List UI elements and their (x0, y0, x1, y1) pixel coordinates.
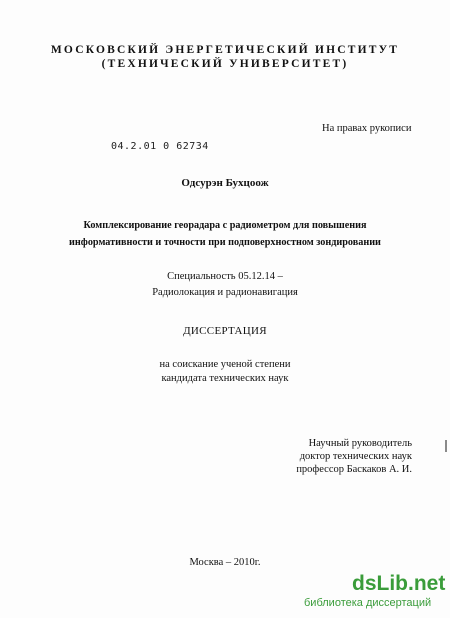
supervisor-block (296, 437, 412, 476)
degree-line1: на соискание ученой степени (159, 359, 291, 370)
institute-name-line2: (ТЕХНИЧЕСКИЙ УНИВЕРСИТЕТ) (101, 58, 349, 70)
supervisor-line1: Научный руководитель (308, 438, 412, 449)
library-stamp-number: 04.2.01 0 62734 (111, 141, 209, 152)
city-year: Москва – 2010г. (189, 557, 261, 568)
scan-artifact (445, 440, 447, 452)
specialty-line1: Специальность 05.12.14 – (167, 271, 283, 282)
watermark-logo: dsLib.net (352, 572, 446, 595)
supervisor-line2: доктор технических наук (299, 451, 412, 462)
watermark-subtitle: библиотека диссертаций (304, 597, 432, 609)
dissertation-title-line1: Комплексирование георадара с радиометром для повышения (83, 220, 367, 231)
document-type: ДИССЕРТАЦИЯ (183, 325, 267, 337)
supervisor-line3: профессор Баскаков А. И. (296, 464, 412, 475)
specialty-line2: Радиолокация и радионавигация (152, 287, 298, 298)
manuscript-rights-note: На правах рукописи (322, 123, 412, 134)
author-name: Одсурэн Бухцоож (181, 177, 269, 189)
institute-name-line1: МОСКОВСКИЙ ЭНЕРГЕТИЧЕСКИЙ ИНСТИТУТ (50, 44, 400, 56)
dissertation-title-line2: информативности и точности при подповерхностном зондировании (69, 237, 381, 248)
degree-line2: кандидата технических наук (161, 373, 289, 384)
